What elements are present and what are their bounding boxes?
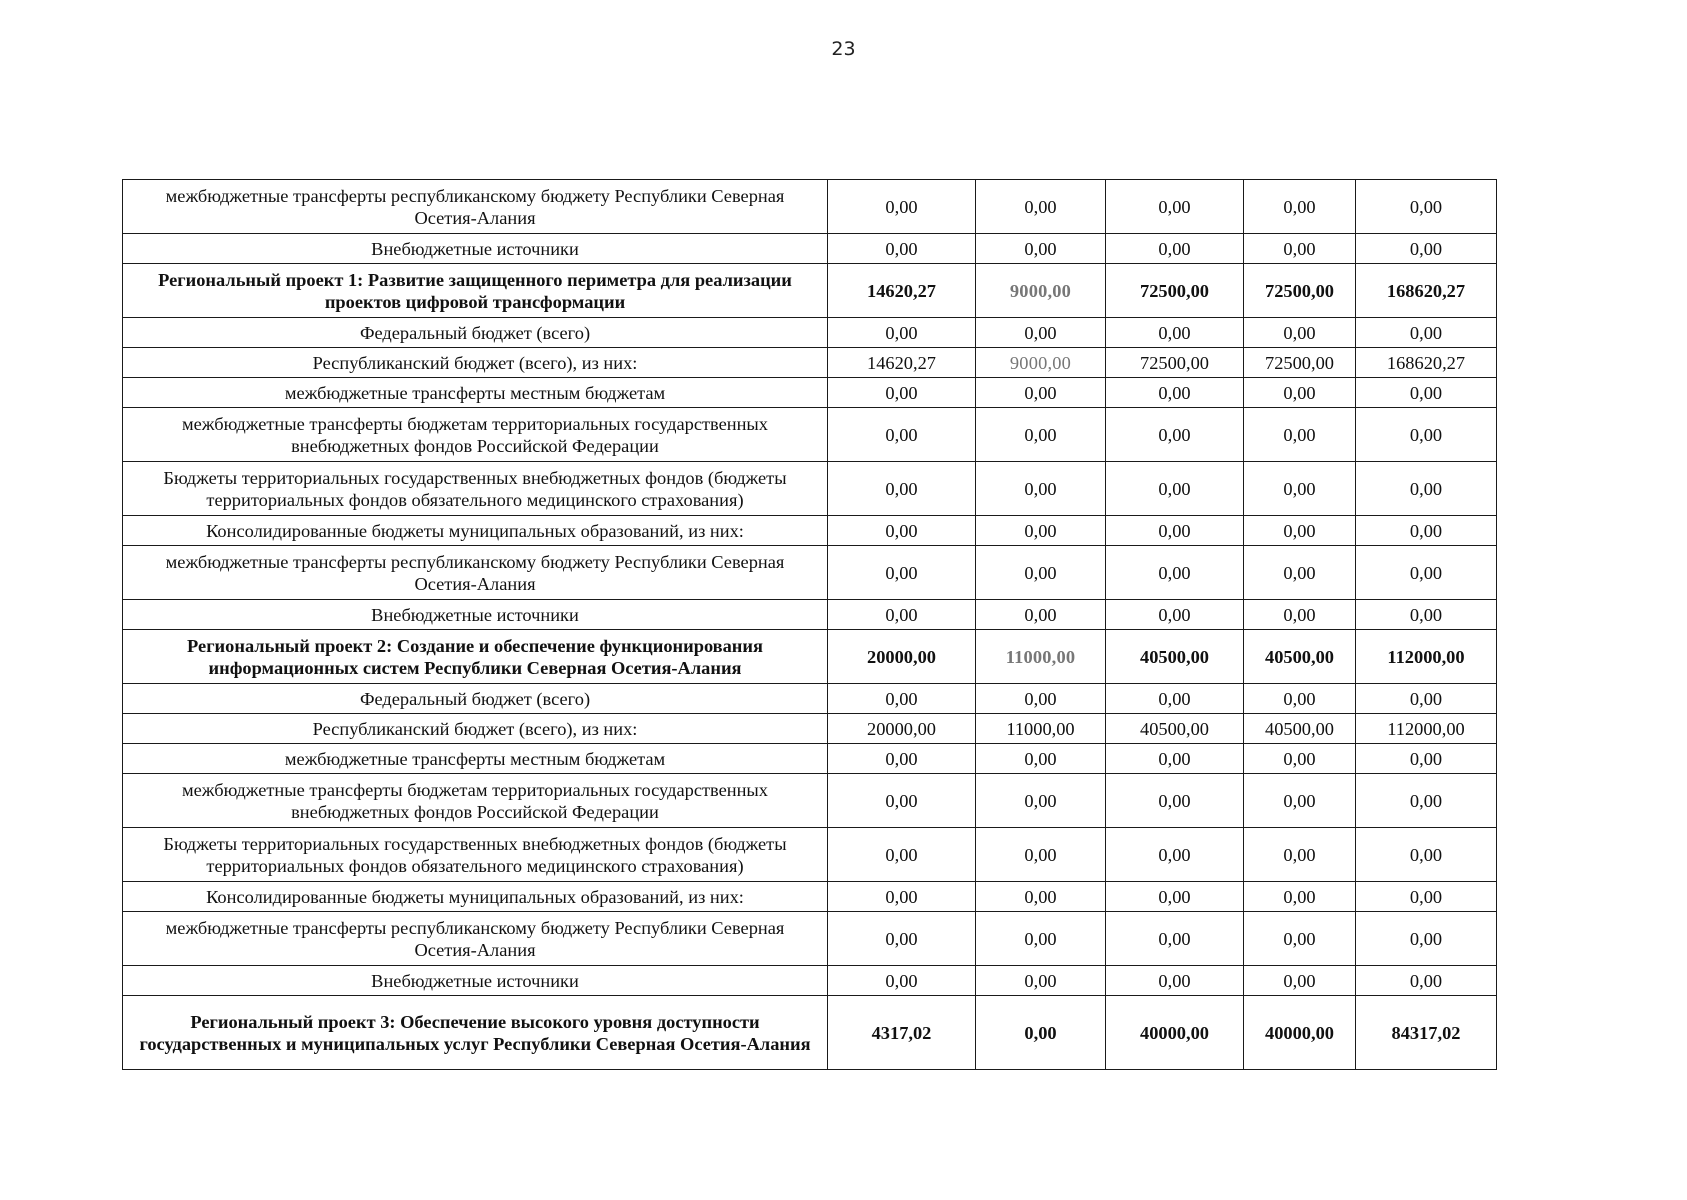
value-cell: 0,00 — [828, 516, 976, 546]
value-cell: 9000,00 — [976, 264, 1106, 318]
row-label: межбюджетные трансферты бюджетам территориальных государственных внебюджетных фондов Российской Федерации — [123, 774, 828, 828]
value-cell: 0,00 — [976, 828, 1106, 882]
value-cell: 0,00 — [976, 684, 1106, 714]
table-row — [123, 318, 1497, 348]
value-cell: 0,00 — [976, 234, 1106, 264]
value-cell: 0,00 — [1106, 234, 1244, 264]
value-cell: 0,00 — [1356, 774, 1497, 828]
value-cell: 0,00 — [828, 180, 976, 234]
value-cell: 0,00 — [828, 600, 976, 630]
row-label: межбюджетные трансферты республиканскому бюджету Республики Северная Осетия-Алания — [123, 546, 828, 600]
value-cell: 0,00 — [1356, 912, 1497, 966]
table-row — [123, 684, 1497, 714]
value-cell: 0,00 — [828, 234, 976, 264]
value-cell: 0,00 — [828, 546, 976, 600]
table-row — [123, 828, 1497, 882]
value-cell: 0,00 — [1244, 828, 1356, 882]
value-cell: 0,00 — [1244, 516, 1356, 546]
value-cell: 0,00 — [1356, 462, 1497, 516]
value-cell: 0,00 — [1356, 828, 1497, 882]
value-cell: 0,00 — [1356, 966, 1497, 996]
row-label: межбюджетные трансферты местным бюджетам — [123, 744, 828, 774]
row-label: Республиканский бюджет (всего), из них: — [123, 348, 828, 378]
table-row — [123, 966, 1497, 996]
value-cell: 0,00 — [1244, 882, 1356, 912]
value-cell: 0,00 — [828, 408, 976, 462]
value-cell: 0,00 — [1106, 462, 1244, 516]
value-cell: 0,00 — [976, 378, 1106, 408]
value-cell: 0,00 — [828, 684, 976, 714]
value-cell: 40000,00 — [1244, 996, 1356, 1070]
row-label: межбюджетные трансферты республиканскому бюджету Республики Северная Осетия-Алания — [123, 180, 828, 234]
value-cell: 0,00 — [1106, 774, 1244, 828]
row-label: Бюджеты территориальных государственных внебюджетных фондов (бюджеты территориальных фондов обязательного медицинского страхования) — [123, 462, 828, 516]
value-cell: 0,00 — [1244, 180, 1356, 234]
value-cell: 0,00 — [1244, 774, 1356, 828]
value-cell: 0,00 — [1106, 684, 1244, 714]
value-cell: 0,00 — [1244, 600, 1356, 630]
value-cell: 40000,00 — [1106, 996, 1244, 1070]
value-cell: 0,00 — [1106, 516, 1244, 546]
value-cell: 0,00 — [828, 744, 976, 774]
value-cell: 0,00 — [1244, 546, 1356, 600]
table-row — [123, 912, 1497, 966]
value-cell: 0,00 — [1356, 744, 1497, 774]
table-row — [123, 774, 1497, 828]
value-cell: 0,00 — [976, 882, 1106, 912]
value-cell: 0,00 — [828, 912, 976, 966]
row-label: межбюджетные трансферты республиканскому бюджету Республики Северная Осетия-Алания — [123, 912, 828, 966]
value-cell: 0,00 — [828, 462, 976, 516]
value-cell: 0,00 — [828, 828, 976, 882]
row-label: Консолидированные бюджеты муниципальных образований, из них: — [123, 516, 828, 546]
value-cell: 0,00 — [1244, 318, 1356, 348]
project-row — [123, 630, 1497, 684]
project-row — [123, 996, 1497, 1070]
row-label: Региональный проект 2: Создание и обеспечение функционирования информационных систем Республики Северная Осетия-Алания — [123, 630, 828, 684]
value-cell: 40500,00 — [1244, 630, 1356, 684]
value-cell: 0,00 — [976, 318, 1106, 348]
value-cell: 168620,27 — [1356, 348, 1497, 378]
value-cell: 112000,00 — [1356, 630, 1497, 684]
value-cell: 0,00 — [828, 318, 976, 348]
table-row — [123, 234, 1497, 264]
table-row — [123, 408, 1497, 462]
value-cell: 0,00 — [976, 546, 1106, 600]
value-cell: 40500,00 — [1106, 714, 1244, 744]
value-cell: 0,00 — [1106, 546, 1244, 600]
row-label: Федеральный бюджет (всего) — [123, 684, 828, 714]
value-cell: 0,00 — [828, 774, 976, 828]
value-cell: 112000,00 — [1356, 714, 1497, 744]
value-cell: 0,00 — [976, 516, 1106, 546]
value-cell: 0,00 — [1244, 378, 1356, 408]
value-cell: 0,00 — [1106, 408, 1244, 462]
value-cell: 72500,00 — [1106, 264, 1244, 318]
row-label: Республиканский бюджет (всего), из них: — [123, 714, 828, 744]
table-row — [123, 348, 1497, 378]
table-row — [123, 882, 1497, 912]
value-cell: 40500,00 — [1244, 714, 1356, 744]
table-row — [123, 180, 1497, 234]
value-cell: 0,00 — [976, 744, 1106, 774]
value-cell: 0,00 — [1106, 828, 1244, 882]
value-cell: 0,00 — [976, 462, 1106, 516]
value-cell: 0,00 — [828, 882, 976, 912]
row-label: Региональный проект 3: Обеспечение высокого уровня доступности государственных и муниципальных услуг Республики Северная Осетия-Алания — [123, 996, 828, 1070]
value-cell: 0,00 — [1356, 318, 1497, 348]
value-cell: 72500,00 — [1244, 264, 1356, 318]
row-label: Региональный проект 1: Развитие защищенного периметра для реализации проектов цифровой трансформации — [123, 264, 828, 318]
value-cell: 14620,27 — [828, 264, 976, 318]
project-row — [123, 264, 1497, 318]
table-row — [123, 714, 1497, 744]
row-label: Внебюджетные источники — [123, 600, 828, 630]
value-cell: 84317,02 — [1356, 996, 1497, 1070]
value-cell: 0,00 — [1356, 234, 1497, 264]
value-cell: 0,00 — [1106, 378, 1244, 408]
value-cell: 0,00 — [1106, 744, 1244, 774]
value-cell: 0,00 — [1244, 234, 1356, 264]
value-cell: 0,00 — [1356, 684, 1497, 714]
value-cell: 4317,02 — [828, 996, 976, 1070]
budget-table — [122, 179, 1497, 1070]
value-cell: 0,00 — [1244, 744, 1356, 774]
table-row — [123, 600, 1497, 630]
value-cell: 72500,00 — [1244, 348, 1356, 378]
budget-table-body — [123, 180, 1497, 1070]
table-row — [123, 462, 1497, 516]
value-cell: 0,00 — [1356, 546, 1497, 600]
value-cell: 14620,27 — [828, 348, 976, 378]
value-cell: 0,00 — [1244, 966, 1356, 996]
table-row — [123, 378, 1497, 408]
value-cell: 0,00 — [976, 600, 1106, 630]
value-cell: 168620,27 — [1356, 264, 1497, 318]
row-label: межбюджетные трансферты местным бюджетам — [123, 378, 828, 408]
value-cell: 0,00 — [976, 912, 1106, 966]
value-cell: 0,00 — [1106, 180, 1244, 234]
value-cell: 9000,00 — [976, 348, 1106, 378]
value-cell: 0,00 — [1356, 600, 1497, 630]
value-cell: 0,00 — [976, 180, 1106, 234]
value-cell: 72500,00 — [1106, 348, 1244, 378]
value-cell: 0,00 — [1106, 318, 1244, 348]
value-cell: 11000,00 — [976, 630, 1106, 684]
value-cell: 0,00 — [828, 378, 976, 408]
value-cell: 0,00 — [1244, 912, 1356, 966]
row-label: Внебюджетные источники — [123, 966, 828, 996]
value-cell: 0,00 — [1106, 600, 1244, 630]
value-cell: 11000,00 — [976, 714, 1106, 744]
page-number: 23 — [831, 38, 856, 60]
value-cell: 0,00 — [1244, 462, 1356, 516]
value-cell: 0,00 — [1356, 180, 1497, 234]
row-label: Внебюджетные источники — [123, 234, 828, 264]
table-row — [123, 744, 1497, 774]
value-cell: 0,00 — [1106, 966, 1244, 996]
value-cell: 0,00 — [1356, 882, 1497, 912]
value-cell: 0,00 — [1106, 912, 1244, 966]
value-cell: 20000,00 — [828, 630, 976, 684]
value-cell: 0,00 — [976, 774, 1106, 828]
value-cell: 0,00 — [1356, 408, 1497, 462]
row-label: межбюджетные трансферты бюджетам территориальных государственных внебюджетных фондов Российской Федерации — [123, 408, 828, 462]
table-row — [123, 516, 1497, 546]
row-label: Федеральный бюджет (всего) — [123, 318, 828, 348]
value-cell: 40500,00 — [1106, 630, 1244, 684]
value-cell: 0,00 — [828, 966, 976, 996]
value-cell: 0,00 — [976, 996, 1106, 1070]
table-row — [123, 546, 1497, 600]
value-cell: 0,00 — [1356, 516, 1497, 546]
value-cell: 0,00 — [1356, 378, 1497, 408]
value-cell: 0,00 — [1244, 684, 1356, 714]
value-cell: 20000,00 — [828, 714, 976, 744]
value-cell: 0,00 — [1106, 882, 1244, 912]
row-label: Бюджеты территориальных государственных внебюджетных фондов (бюджеты территориальных фондов обязательного медицинского страхования) — [123, 828, 828, 882]
value-cell: 0,00 — [1244, 408, 1356, 462]
row-label: Консолидированные бюджеты муниципальных образований, из них: — [123, 882, 828, 912]
value-cell: 0,00 — [976, 966, 1106, 996]
value-cell: 0,00 — [976, 408, 1106, 462]
